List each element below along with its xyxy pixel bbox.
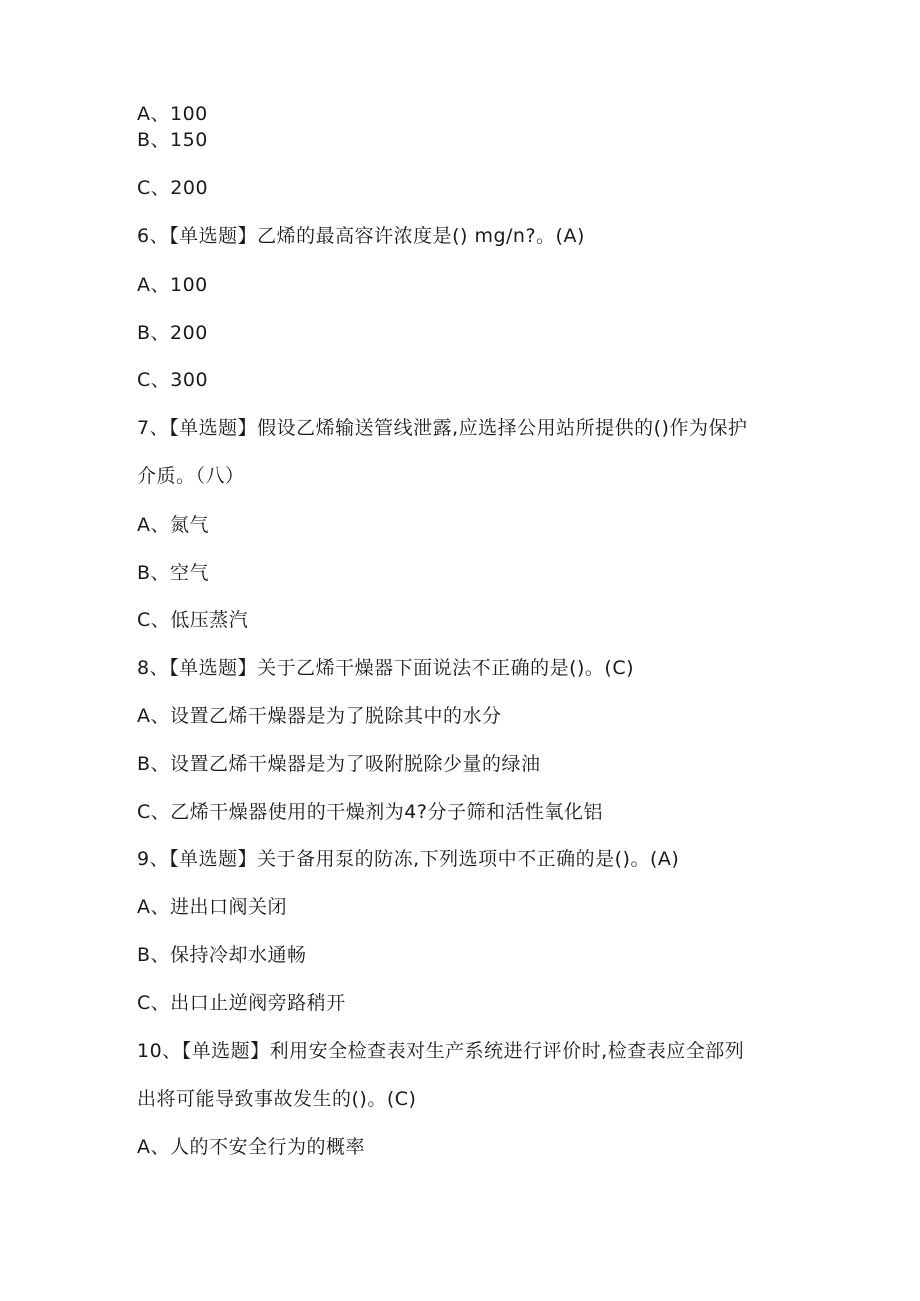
q9-option-b: B、保持冷却水通畅 <box>137 944 307 966</box>
q5-option-c: C、200 <box>137 177 209 199</box>
q5-option-a: A、100 <box>137 103 208 125</box>
q10-option-a: A、人的不安全行为的概率 <box>137 1136 365 1158</box>
q8-option-a: A、设置乙烯干燥器是为了脱除其中的水分 <box>137 705 502 727</box>
q5-option-b: B、150 <box>137 129 208 151</box>
q9-option-a: A、进出口阀关闭 <box>137 896 287 918</box>
q9-question: 9、【单选题】关于备用泵的防冻,下列选项中不正确的是()。(A) <box>137 848 680 870</box>
q7-question-cont: 介质。（八） <box>137 465 245 487</box>
q6-option-c: C、300 <box>137 369 209 391</box>
q7-option-c: C、低压蒸汽 <box>137 609 249 631</box>
q10-question-cont: 出将可能导致事故发生的()。(C) <box>137 1088 417 1110</box>
q6-question: 6、【单选题】乙烯的最高容许浓度是() mg/n?。(A) <box>137 225 585 247</box>
q6-option-b: B、200 <box>137 322 208 344</box>
q8-option-c: C、乙烯干燥器使用的干燥剂为4?分子筛和活性氧化铝 <box>137 801 603 823</box>
q7-option-a: A、氮气 <box>137 514 209 536</box>
q8-option-b: B、设置乙烯干燥器是为了吸附脱除少量的绿油 <box>137 753 541 775</box>
q8-question: 8、【单选题】关于乙烯干燥器下面说法不正确的是()。(C) <box>137 657 635 679</box>
q7-question: 7、【单选题】假设乙烯输送管线泄露,应选择公用站所提供的()作为保护 <box>137 417 748 439</box>
q7-option-b: B、空气 <box>137 562 210 584</box>
q6-option-a: A、100 <box>137 274 208 296</box>
q9-option-c: C、出口止逆阀旁路稍开 <box>137 992 346 1014</box>
q10-question: 10、【单选题】利用安全检查表对生产系统进行评价时,检查表应全部列 <box>137 1040 745 1062</box>
